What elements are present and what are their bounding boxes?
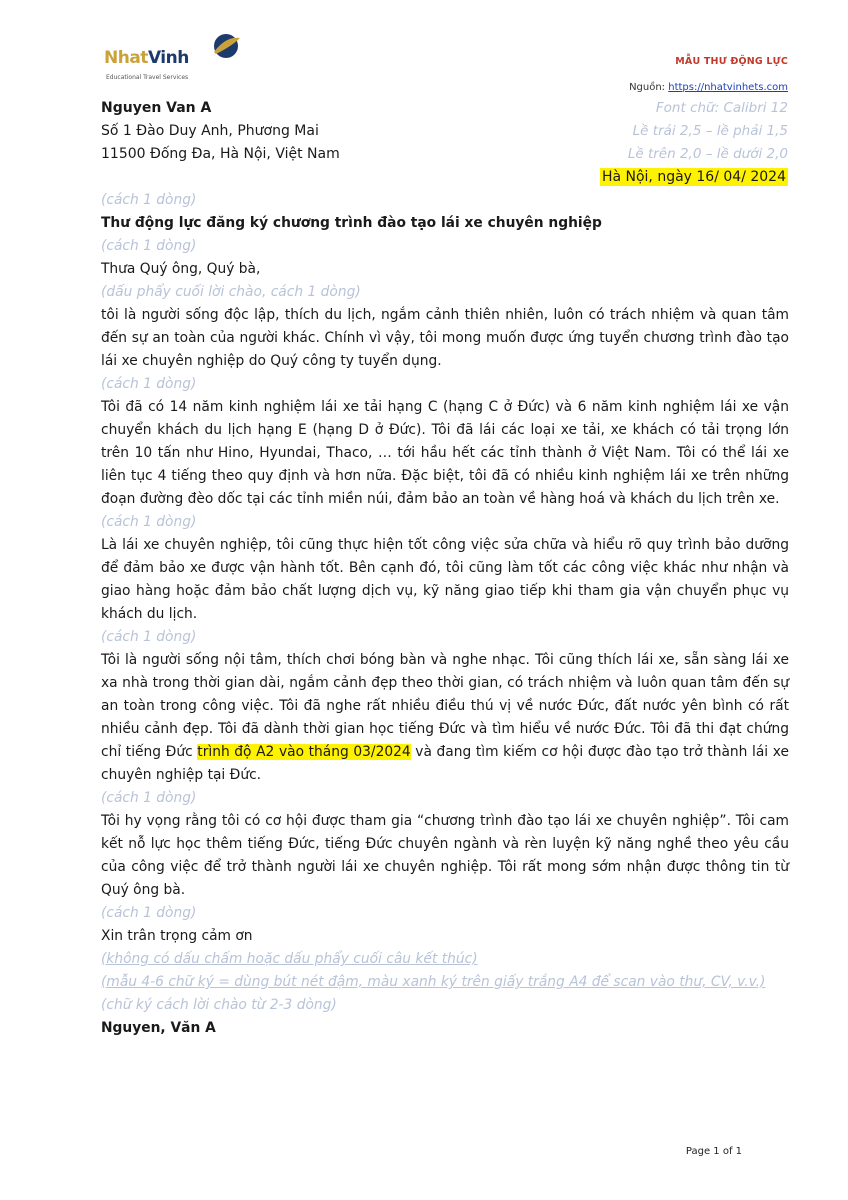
document-title: MẪU THƯ ĐỘNG LỰC <box>675 56 788 67</box>
spacing-note: (cách 1 dòng) <box>101 905 197 921</box>
logo-part-1: Nhat <box>104 48 148 68</box>
paragraph-4-end: và đang tìm kiếm cơ hội được đào tạo trở thành lái xe chuyên nghiệp tại Đức. <box>101 744 789 783</box>
signature-name: Nguyen, Văn A <box>101 1020 216 1036</box>
highlighted-certificate: trình độ A2 vào tháng 03/2024 <box>197 744 411 760</box>
closing: Xin trân trọng cảm ơn <box>101 928 253 944</box>
source-label: Nguồn: <box>629 82 669 93</box>
spacing-note: (cách 1 dòng) <box>101 192 197 208</box>
spacing-note: (cách 1 dòng) <box>101 790 197 806</box>
sender-address-line-1: Số 1 Đào Duy Anh, Phương Mai <box>101 123 319 139</box>
letter-subject: Thư động lực đăng ký chương trình đào tạo lái xe chuyên nghiệp <box>101 215 602 231</box>
source-link[interactable]: https://nhatvinhets.com <box>668 82 788 93</box>
logo-part-2: Vinh <box>147 48 189 68</box>
sender-address-line-2: 11500 Đống Đa, Hà Nội, Việt Nam <box>101 146 340 162</box>
page-number: Page 1 of 1 <box>685 1146 742 1157</box>
logo-tagline: Educational Travel Services <box>106 74 189 81</box>
company-logo <box>104 32 244 82</box>
font-note: Font chữ: Calibri 12 <box>655 100 788 116</box>
closing-note: (không có dấu chấm hoặc dấu phẩy cuối câu kết thúc) <box>101 951 478 967</box>
spacing-note: (cách 1 dòng) <box>101 514 197 530</box>
signature-spacing-note: (chữ ký cách lời chào từ 2-3 dòng) <box>101 997 337 1013</box>
spacing-note: (dấu phẩy cuối lời chào, cách 1 dòng) <box>101 284 361 300</box>
spacing-note: (cách 1 dòng) <box>101 376 197 392</box>
sender-name: Nguyen Van A <box>101 100 212 116</box>
signature-sample-note: (mẫu 4-6 chữ ký = dùng bút nét đậm, màu xanh ký trên giấy trắng A4 để scan vào thư, CV, v.v.) <box>101 974 766 990</box>
body-paragraph-1: tôi là người sống độc lập, thích du lịch, ngắm cảnh thiên nhiên, luôn có trách nhiệm và quan tâm đến sự an toàn của người khác. Chính vì vậy, tôi mong muốn được ứng tuyển chương trình đào tạo lái xe chuyên nghiệp do Quý công ty tuyển dụng. <box>101 307 789 369</box>
logo-wordmark <box>104 50 189 67</box>
salutation: Thưa Quý ông, Quý bà, <box>101 261 261 277</box>
spacing-note: (cách 1 dòng) <box>101 238 197 254</box>
margin-note-vertical: Lề trên 2,0 – lề dưới 2,0 <box>627 146 788 162</box>
paragraph-4-start: Tôi là người sống nội tâm, thích chơi bóng bàn và nghe nhạc. Tôi cũng thích lái xe, sẵn sàng lái xe xa nhà trong thời gian dài, ngắm cảnh đẹp theo thời gian, có trách nhiệm và luôn quan tâm đến sự an toàn trong công việc. Tôi đã nghe rất nhiều điều thú vị về nước Đức, đất nước yên bình có rất nhiều cảnh đẹp. Tôi đã dành thời gian học tiếng Đức và tìm hiểu về nước Đức. Tôi đã thi đạt chứng chỉ tiếng Đức <box>101 652 789 760</box>
body-paragraph-3: Là lái xe chuyên nghiệp, tôi cũng thực hiện tốt công việc sửa chữa và hiểu rõ quy trình bảo dưỡng để đảm bảo xe được vận hành tốt. Bên cạnh đó, tôi cũng làm tốt các công việc khác như nhận và giao hàng hoặc đảm bảo chất lượng dịch vụ, kỹ năng giao tiếp khi tham gia vận chuyển phục vụ khách du lịch. <box>101 537 789 622</box>
body-paragraph-4 <box>101 649 789 787</box>
body-paragraph-2: Tôi đã có 14 năm kinh nghiệm lái xe tải hạng C (hạng C ở Đức) và 6 năm kinh nghiệm lái xe vận chuyển khách du lịch hạng E (hạng D ở Đức). Tôi đã lái các loại xe tải, xe khách có tải trọng lớn trên 10 tấn như Hino, Hyundai, Thaco, … tới hầu hết các tỉnh thành ở Việt Nam. Tôi có thể lái xe liên tục 4 tiếng theo quy định và hơn nữa. Đặc biệt, tôi đã có nhiều kinh nghiệm lái xe trên những đoạn đường đèo dốc tại các tỉnh miền núi, đảm bảo an toàn về hàng hoá và khách du lịch trên xe. <box>101 399 789 507</box>
margin-note-horizontal: Lề trái 2,5 – lề phải 1,5 <box>632 123 788 139</box>
letter-content <box>101 189 789 1040</box>
logo-globe-icon <box>202 32 242 62</box>
spacing-note: (cách 1 dòng) <box>101 629 197 645</box>
body-paragraph-5: Tôi hy vọng rằng tôi có cơ hội được tham gia “chương trình đào tạo lái xe chuyên nghiệp”. Tôi cam kết nỗ lực học thêm tiếng Đức, tiếng Đức chuyên ngành và rèn luyện kỹ năng nghề theo yêu cầu của công việc để trở thành người lái xe chuyên nghiệp. Tôi rất mong sớm nhận được thông tin từ Quý ông bà. <box>101 813 789 898</box>
source-line <box>629 82 788 93</box>
letter-date: Hà Nội, ngày 16/ 04/ 2024 <box>601 169 786 185</box>
